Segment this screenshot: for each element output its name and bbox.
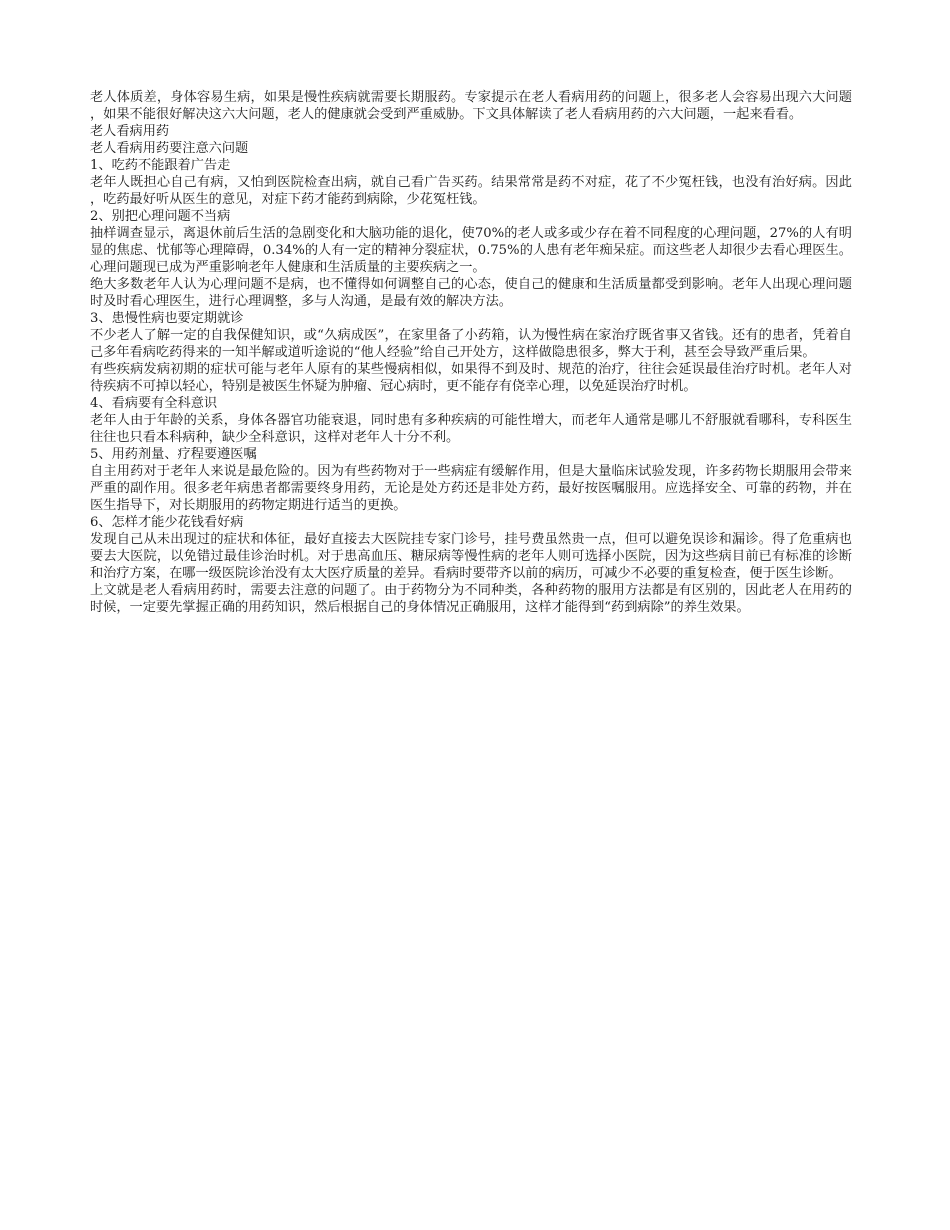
section-2-paragraph: 绝大多数老年人认为心理问题不是病，也不懂得如何调整自己的心态，使自己的健康和生活质量都受到影响。老年人出现心理问题时及时看心理医生，进行心理调整，多与人沟通，是最有效的解决方法。 xyxy=(90,277,852,309)
intro-paragraph: 老人体质差，身体容易生病，如果是慢性疾病就需要长期服药。专家提示在老人看病用药的问题上，很多老人会容易出现六大问题，如果不能很好解决这六大问题，老人的健康就会受到严重威胁。下文具体解读了老人看病用药的六大问题，一起来看看。 xyxy=(90,90,852,122)
conclusion-paragraph: 上文就是老人看病用药时，需要去注意的问题了。由于药物分为不同种类，各种药物的服用方法都是有区别的，因此老人在用药的时候，一定要先掌握正确的用药知识，然后根据自己的身体情况正确服用，这样才能得到“药到病除”的养生效果。 xyxy=(90,583,852,615)
article-body xyxy=(90,89,852,616)
section-6-paragraph: 发现自己从未出现过的症状和体征，最好直接去大医院挂专家门诊号，挂号费虽然贵一点，但可以避免误诊和漏诊。得了危重病也要去大医院，以免错过最佳诊治时机。对于患高血压、糖尿病等慢性病的老年人则可选择小医院，因为这些病目前已有标准的诊断和治疗方案，在哪一级医院诊治没有太大医疗质量的差异。看病时要带齐以前的病历，可减少不必要的重复检查，便于医生诊断。 xyxy=(90,532,852,581)
section-5-heading: 5、用药剂量、疗程要遵医嘱 xyxy=(90,447,257,462)
section-6-heading: 6、怎样才能少花钱看好病 xyxy=(90,515,244,530)
section-1-heading: 1、吃药不能跟着广告走 xyxy=(90,158,231,173)
article-subtitle: 老人看病用药要注意六问题 xyxy=(90,141,249,156)
section-4-heading: 4、看病要有全科意识 xyxy=(90,396,218,411)
section-3-paragraph: 不少老人了解一定的自我保健知识，或“久病成医”，在家里备了小药箱，认为慢性病在家治疗既省事又省钱。还有的患者，凭着自己多年看病吃药得来的一知半解或道听途说的“他人经验”给自己开处方，这样做隐患很多，弊大于利，甚至会导致严重后果。 xyxy=(90,328,852,360)
section-2-paragraph: 抽样调查显示，离退休前后生活的急剧变化和大脑功能的退化，使70%的老人或多或少存在着不同程度的心理问题，27%的人有明显的焦虑、忧郁等心理障碍，0.34%的人有一定的精神分裂症状，0.75%的人患有老年痴呆症。而这些老人却很少去看心理医生。心理问题现已成为严重影响老年人健康和生活质量的主要疾病之一。 xyxy=(90,226,852,275)
article-title: 老人看病用药 xyxy=(90,124,170,139)
section-1-paragraph: 老年人既担心自己有病，又怕到医院检查出病，就自己看广告买药。结果常常是药不对症，花了不少冤枉钱，也没有治好病。因此，吃药最好听从医生的意见，对症下药才能药到病除，少花冤枉钱。 xyxy=(90,175,852,207)
section-2-heading: 2、别把心理问题不当病 xyxy=(90,209,231,224)
section-3-paragraph: 有些疾病发病初期的症状可能与老年人原有的某些慢病相似，如果得不到及时、规范的治疗，往往会延误最佳治疗时机。老年人对待疾病不可掉以轻心，特别是被医生怀疑为肿瘤、冠心病时，更不能存有侥幸心理，以免延误治疗时机。 xyxy=(90,362,852,394)
section-5-paragraph: 自主用药对于老年人来说是最危险的。因为有些药物对于一些病症有缓解作用，但是大量临床试验发现，许多药物长期服用会带来严重的副作用。很多老年病患者都需要终身用药，无论是处方药还是非处方药，最好按医嘱服用。应选择安全、可靠的药物，并在医生指导下，对长期服用的药物定期进行适当的更换。 xyxy=(90,464,852,513)
section-3-heading: 3、患慢性病也要定期就诊 xyxy=(90,311,244,326)
section-4-paragraph: 老年人由于年龄的关系，身体各器官功能衰退，同时患有多种疾病的可能性增大，而老年人通常是哪儿不舒服就看哪科，专科医生往往也只看本科病种，缺少全科意识，这样对老年人十分不利。 xyxy=(90,413,852,445)
